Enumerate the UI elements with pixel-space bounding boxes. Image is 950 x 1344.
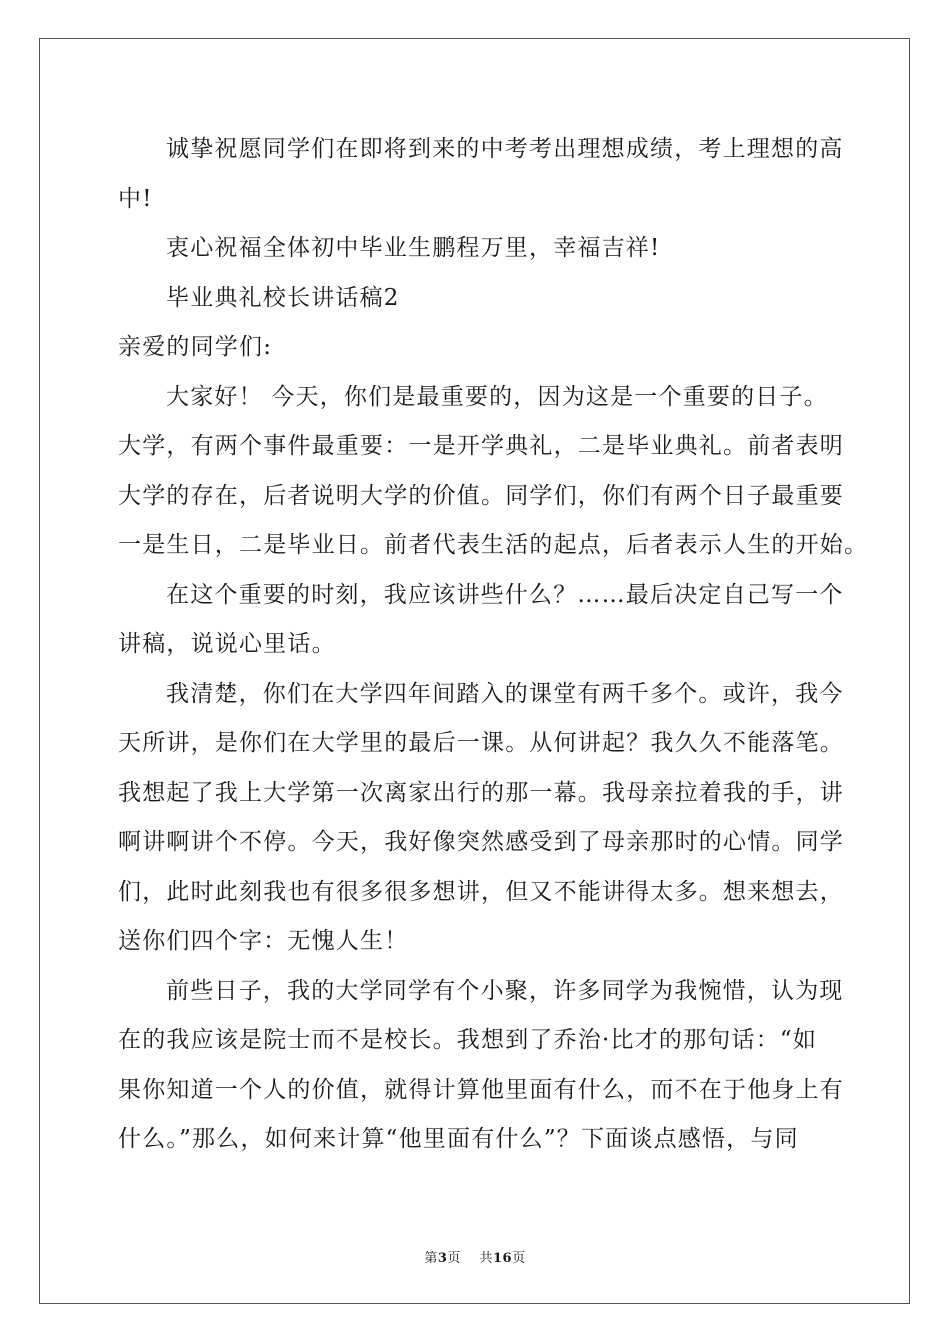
text-line: 们，此时此刻我也有很多很多想讲，但又不能讲得太多。想来想去， <box>118 878 844 905</box>
text-line: 什么。”那么，如何来计算“他里面有什么”？下面谈点感悟，与同 <box>118 1126 799 1152</box>
text-line: 在这个重要的时刻，我应该讲些什么？……最后决定自己写一个 <box>166 581 844 608</box>
total-suffix: 页 <box>512 1251 526 1266</box>
text-line: 大学，有两个事件最重要：一是开学典礼，二是毕业典礼。前者表明 <box>118 433 844 459</box>
text-line: 中! <box>118 185 153 212</box>
text-line: 诚挚祝愿同学们在即将到来的中考考出理想成绩，考上理想的高 <box>166 136 844 162</box>
page-footer <box>0 1247 950 1266</box>
text-line: 天所讲，是你们在大学里的最后一课。从何讲起？我久久不能落笔。 <box>118 730 844 756</box>
text-line: 我清楚，你们在大学四年间踏入的课堂有两千多个。或许，我今 <box>166 680 844 707</box>
text-line: 送你们四个字：无愧人生！ <box>118 928 409 954</box>
text-line: 一是生日，二是毕业日。前者代表生活的起点，后者表示人生的开始。 <box>118 532 869 558</box>
section-heading: 毕业典礼校长讲话稿2 <box>166 284 400 311</box>
text-line: 啊讲啊讲个不停。今天，我好像突然感受到了母亲那时的心情。同学 <box>118 829 844 855</box>
document-body <box>118 125 869 1165</box>
page-number: 3 <box>437 1251 448 1266</box>
text-line: 果你知道一个人的价值，就得计算他里面有什么，而不在于他身上有 <box>118 1076 844 1103</box>
page-total: 16 <box>493 1251 513 1266</box>
text-line: 前些日子，我的大学同学有个小聚，许多同学为我惋惜，认为现 <box>166 977 844 1004</box>
text-line: 我想起了我上大学第一次离家出行的那一幕。我母亲拉着我的手，讲 <box>118 779 844 806</box>
text-line: 讲稿，说说心里话。 <box>118 631 336 657</box>
text-line: 大家好！ 今天，你们是最重要的，因为这是一个重要的日子。 <box>166 383 828 410</box>
total-prefix: 共 <box>479 1251 493 1266</box>
salutation: 亲爱的同学们: <box>118 334 273 360</box>
page-suffix: 页 <box>447 1251 461 1266</box>
page-prefix: 第 <box>424 1251 438 1266</box>
text-line: 大学的存在，后者说明大学的价值。同学们，你们有两个日子最重要 <box>118 482 844 509</box>
text-line: 衷心祝福全体初中毕业生鹏程万里，幸福吉祥! <box>166 235 661 261</box>
text-line: 在的我应该是院士而不是校长。我想到了乔治·比才的那句话：“如 <box>118 1027 818 1053</box>
